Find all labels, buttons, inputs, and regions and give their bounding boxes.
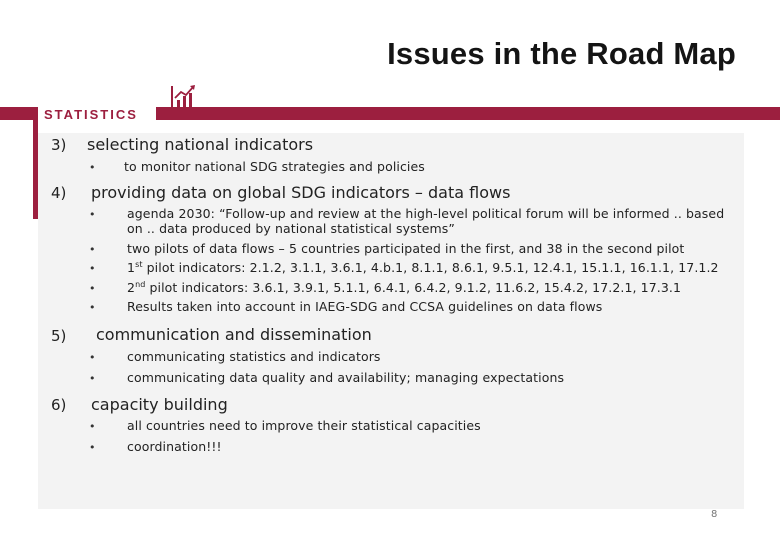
bullet-text: 1st pilot indicators: 2.1.2, 3.1.1, 3.6.1, 4.b.1, 8.1.1, 8.6.1, 9.5.1, 12.4.1, 15.1.1, 16.1.1, 17.1.2 <box>127 260 719 276</box>
section-number: 5) <box>51 327 67 345</box>
bullet-text: Results taken into account in IAEG-SDG and CCSA guidelines on data flows <box>127 299 603 314</box>
bullet-text: communicating data quality and availability; managing expectations <box>127 370 565 385</box>
bullet-text: to monitor national SDG strategies and policies <box>124 159 425 174</box>
section-heading: providing data on global SDG indicators – data flows <box>91 183 511 202</box>
bullet-text: 2nd pilot indicators: 3.6.1, 3.9.1, 5.1.1, 6.4.1, 6.4.2, 9.1.2, 11.6.2, 15.4.2, 17.2.1, 17.3.1 <box>127 280 682 296</box>
bullet-icon: • <box>89 351 96 364</box>
bullet-icon: • <box>89 282 96 295</box>
bullet-icon: • <box>89 208 96 221</box>
section-heading: selecting national indicators <box>87 135 314 154</box>
brand-label: STATISTICS <box>44 107 138 122</box>
page-number: 8 <box>711 509 718 520</box>
bullet-icon: • <box>89 262 96 275</box>
bullet-icon: • <box>89 441 96 454</box>
bar-chart-trend-icon <box>170 84 198 110</box>
bullet-icon: • <box>89 372 96 385</box>
section-number: 4) <box>51 184 67 202</box>
section-number: 3) <box>51 136 67 154</box>
bullet-text-continuation: on .. data produced by national statistical systems” <box>127 221 455 236</box>
bullet-text: agenda 2030: “Follow-up and review at the high-level political forum will be informed .. based <box>127 206 725 221</box>
bullet-icon: • <box>89 161 96 174</box>
slide-title: Issues in the Road Map <box>387 36 736 71</box>
bullet-text: coordination!!! <box>127 439 222 454</box>
section-heading: capacity building <box>91 395 228 414</box>
bullet-icon: • <box>89 243 96 256</box>
bullet-icon: • <box>89 301 96 314</box>
bullet-text: communicating statistics and indicators <box>127 349 381 364</box>
bullet-icon: • <box>89 420 96 433</box>
section-heading: communication and dissemination <box>96 325 372 344</box>
bullet-text: two pilots of data flows – 5 countries participated in the first, and 38 in the second pilot <box>127 241 685 256</box>
bullet-text: all countries need to improve their statistical capacities <box>127 418 481 433</box>
section-number: 6) <box>51 396 67 414</box>
